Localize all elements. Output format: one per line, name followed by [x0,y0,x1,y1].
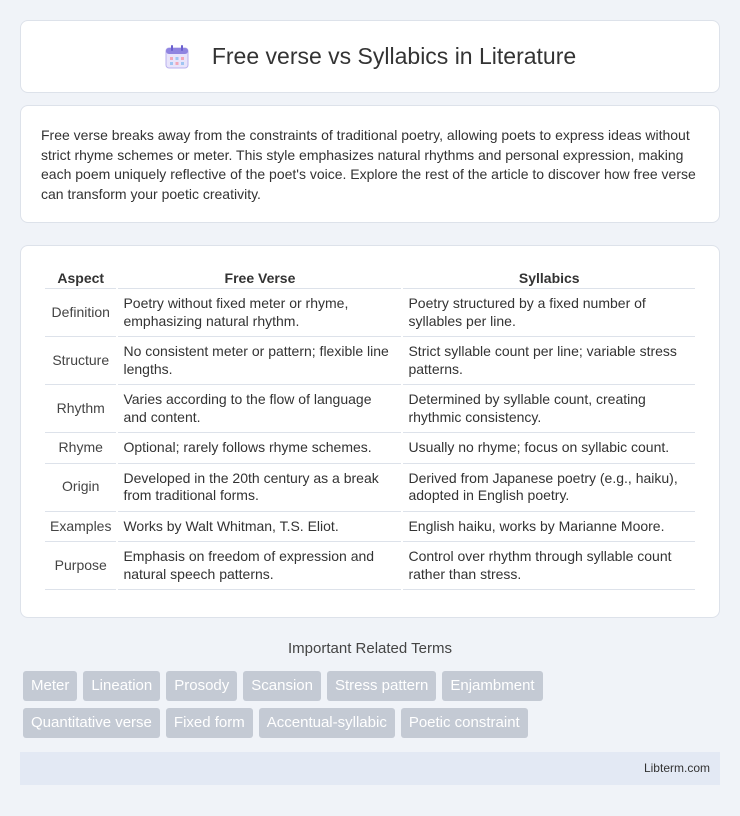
intro-text: Free verse breaks away from the constraints of traditional poetry, allowing poets to express ideas without strict rhyme schemes or meter. This style emphasizes natural rhythms and personal expression, making each poem uniquely reflective of the poet's voice. Explore the rest of the article to discover how free verse can transform your poetic creativity. [41,127,696,202]
table-row [45,464,695,512]
table-row [45,337,695,385]
table-row [45,385,695,433]
page-title: Free verse vs Syllabics in Literature [211,43,577,69]
table-cell-syllabics: Poetry structured by a fixed number of syllables per line. [403,289,695,337]
table-cell-syllabics: English haiku, works by Marianne Moore. [403,512,695,543]
column-header-syllabics: Syllabics [403,264,695,289]
table-cell-aspect: Examples [45,512,116,543]
term-tag[interactable]: Prosody [166,671,237,701]
table-cell-aspect: Rhythm [45,385,116,433]
related-terms-row [23,708,723,738]
table-cell-aspect: Origin [45,464,116,512]
table-cell-syllabics: Determined by syllable count, creating rhythmic consistency. [403,385,695,433]
term-tag[interactable]: Accentual-syllabic [259,708,395,738]
table-cell-syllabics: Usually no rhyme; focus on syllabic count. [403,433,695,464]
table-cell-aspect: Structure [45,337,116,385]
term-tag[interactable]: Meter [23,671,77,701]
term-tag[interactable]: Stress pattern [327,671,436,701]
table-cell-aspect: Definition [45,289,116,337]
table-cell-free-verse: Poetry without fixed meter or rhyme, emphasizing natural rhythm. [118,289,401,337]
related-terms-title: Important Related Terms [288,640,452,657]
table-row [45,289,695,337]
term-tag[interactable]: Poetic constraint [401,708,528,738]
footer-site-link[interactable]: Libterm.com [643,761,710,775]
table-header-row [45,264,695,289]
table-cell-free-verse: Varies according to the flow of language and content. [118,385,401,433]
table-cell-aspect: Rhyme [45,433,116,464]
column-header-free-verse: Free Verse [118,264,401,289]
table-cell-syllabics: Derived from Japanese poetry (e.g., haiku), adopted in English poetry. [403,464,695,512]
comparison-table-card [20,245,720,618]
term-tag[interactable]: Fixed form [166,708,253,738]
table-row [45,512,695,543]
term-tag[interactable]: Quantitative verse [23,708,160,738]
table-cell-free-verse: No consistent meter or pattern; flexible line lengths. [118,337,401,385]
table-row [45,542,695,590]
table-cell-free-verse: Developed in the 20th century as a break from traditional forms. [118,464,401,512]
intro-card [20,105,720,223]
column-header-aspect: Aspect [45,264,116,289]
comparison-table [43,264,697,590]
related-terms-row [23,671,723,701]
calendar-icon [164,44,190,70]
table-cell-free-verse: Works by Walt Whitman, T.S. Eliot. [118,512,401,543]
header-card [20,20,720,93]
term-tag[interactable]: Enjambment [442,671,542,701]
table-row [45,433,695,464]
term-tag[interactable]: Scansion [243,671,321,701]
term-tag[interactable]: Lineation [83,671,160,701]
table-cell-syllabics: Control over rhythm through syllable count rather than stress. [403,542,695,590]
footer [20,752,720,785]
table-cell-free-verse: Emphasis on freedom of expression and natural speech patterns. [118,542,401,590]
table-cell-aspect: Purpose [45,542,116,590]
table-cell-free-verse: Optional; rarely follows rhyme schemes. [118,433,401,464]
table-cell-syllabics: Strict syllable count per line; variable stress patterns. [403,337,695,385]
related-terms [23,671,723,745]
